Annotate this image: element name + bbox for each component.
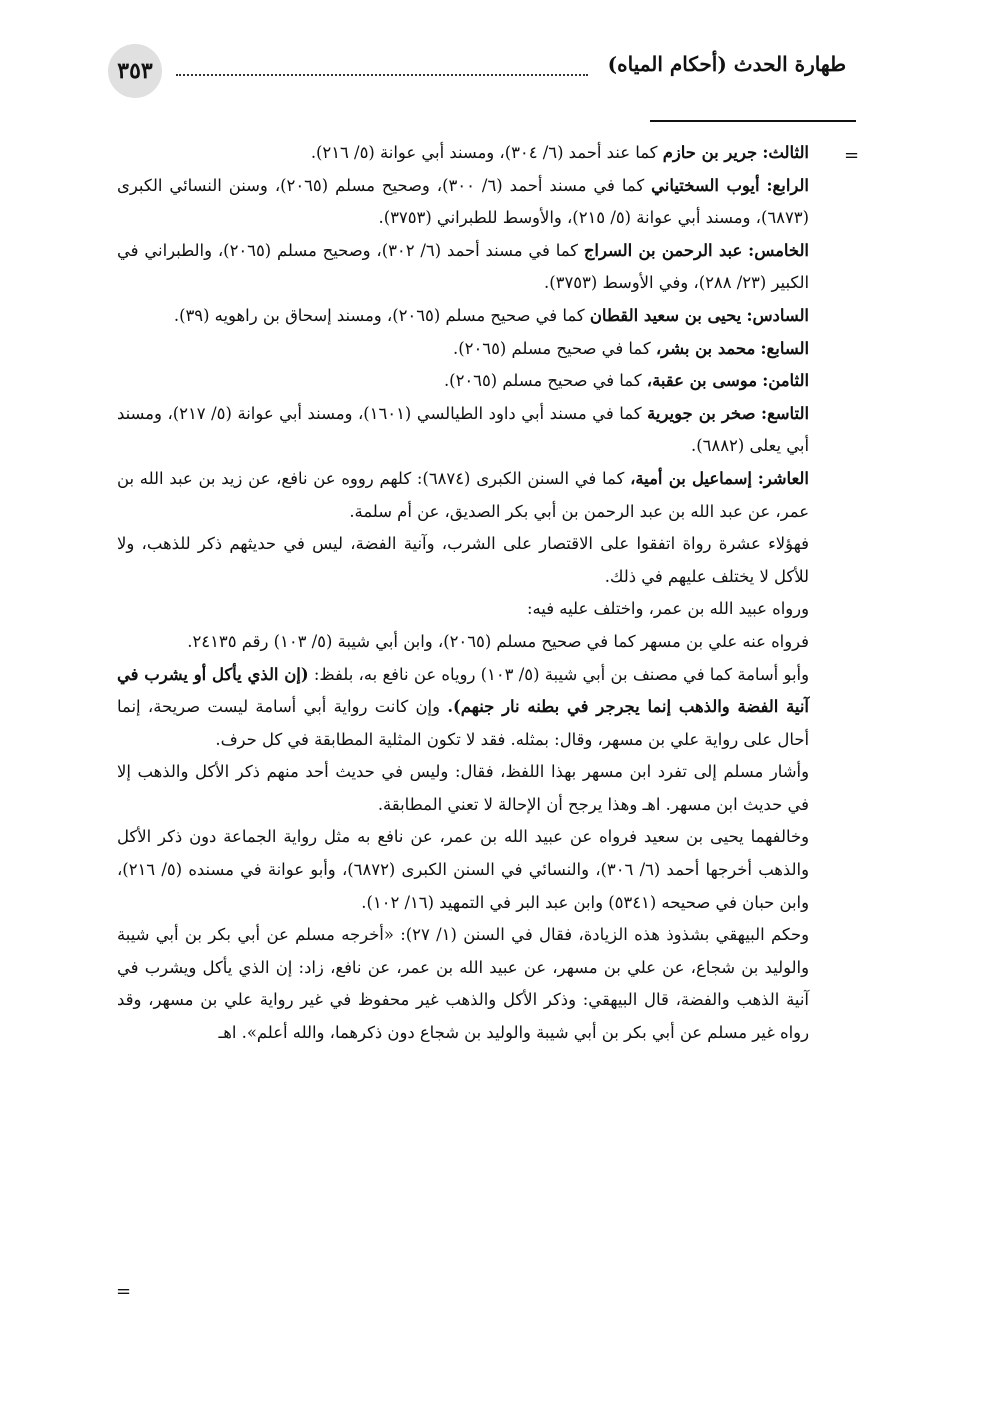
paragraph-text: كما في مسند أحمد (٦/ ٣٠٢)، وصحيح مسلم (٢٠٦٥)، والطبراني في الكبير (٢٣/ ٢٨٨)، وفي الأوسط (٣٧٥٣). [117,240,809,293]
label: الخامس: [748,240,809,260]
paragraph-text: وحكم البيهقي بشذوذ هذه الزيادة، فقال في السنن (١/ ٢٧): «أخرجه مسلم عن أبي بكر بن أبي شيبة والوليد بن شجاع، عن علي بن مسهر، عن عبيد الله بن عمر، عن نافع، زاد: إن الذي يأكل ويشرب في آنية الذهب والفضة، قال البيهقي: وذكر الأكل والذهب غير محفوظ في غير رواية علي بن مسهر، وقد رواه غير مسلم عن أبي بكر بن أبي شيبة والوليد بن شجاع دون ذكرهما، والله أعلم». اهـ [117,925,809,1043]
footnote-paragraph [117,659,809,757]
paragraph-text: وخالفهما يحيى بن سعيد فرواه عن عبيد الله بن عمر، عن نافع به مثل رواية الجماعة دون ذكر الأكل والذهب أخرجها أحمد (٦/ ٣٠٦)، والنسائي في السنن الكبرى (٦٨٧٢)، وأبو عوانة في مسنده (٥/ ٢١٦)، وابن حبان في صحيحه (٥٣٤١) وابن عبد البر في التمهيد (١٦/ ١٠٢). [117,827,809,912]
label: الثامن: [762,371,809,391]
narrator-name: محمد بن بشر، [655,338,756,358]
paragraph-text: كما في مسند أحمد (٦/ ٣٠٠)، وصحيح مسلم (٢٠٦٥)، وسنن النسائي الكبرى (٦٨٧٣)، ومسند أبي عوانة (٥/ ٢١٥)، والأوسط للطبراني (٣٧٥٣). [117,175,809,228]
footnote-paragraph [117,365,809,398]
narrator-name: أيوب السختياني [651,175,760,195]
paragraph-text: كما عند أحمد (٦/ ٣٠٤)، ومسند أبي عوانة (٥/ ٢١٦). [310,143,658,162]
footnote-paragraph [117,463,809,528]
label: الثالث: [762,143,809,162]
paragraph-text: وأبو أسامة كما في مصنف بن أبي شيبة (٥/ ١٠٣) روياه عن نافع به، بلفظ: [313,664,809,684]
footnote-paragraph [117,300,809,333]
footnote-paragraph [117,333,809,366]
footnote-body [117,137,809,1050]
label: الرابع: [766,175,809,195]
narrator-name: جرير بن حازم [662,143,758,162]
label: التاسع: [761,403,810,423]
narrator-name: إسماعيل بن أمية، [630,468,752,488]
footnote-paragraph [117,235,809,300]
running-title: طهارة الحدث (أحكام المياه) [607,52,846,76]
label: السابع: [760,338,809,358]
paragraph-text: كما في السنن الكبرى (٦٨٧٤): كلهم رووه عن نافع، عن زيد بن عبد الله بن عمر، عن عبد الله بن عبد الرحمن بن أبي بكر الصديق، عن أم سلمة. [117,468,809,521]
footnote-paragraph [117,626,809,659]
dotted-leader [176,74,588,76]
label: العاشر: [757,468,809,488]
footnote-paragraph [117,919,809,1049]
paragraph-text: كما في مسند أبي داود الطيالسي (١٦٠١)، ومسند أبي عوانة (٥/ ٢١٧)، ومسند أبي يعلى (٦٨٨٢). [117,403,809,456]
paragraph-text: فهؤلاء عشرة رواة اتفقوا على الاقتصار على الشرب، وآنية الفضة، ليس في حديثهم ذكر للذهب، ولا للأكل لا يختلف عليهم في ذلك. [117,534,809,586]
page-header [108,44,846,100]
hadith-quote: (إن الذي يأكل أو يشرب في آنية الفضة والذهب إنما يجرجر في بطنه نار جنهم). [117,664,809,717]
narrator-name: صخر بن جويرية [647,403,756,423]
paragraph-text: ورواه عبيد الله بن عمر، واختلف عليه فيه: [527,599,809,619]
footnote-paragraph [117,170,809,235]
footnote-paragraph [117,821,809,919]
paragraph-text: فرواه عنه علي بن مسهر كما في صحيح مسلم (٢٠٦٥)، وابن أبي شيبة (٥/ ١٠٣) رقم ٢٤١٣٥. [187,631,809,651]
footnote-paragraph [117,137,809,170]
footnote-paragraph [117,756,809,821]
page-number-badge [108,44,162,98]
footnote-paragraph [117,593,809,626]
footnote-paragraph [117,528,809,593]
narrator-name: موسى بن عقبة، [646,371,757,391]
page-number: ٣٥٣ [117,58,153,84]
narrator-name: عبد الرحمن بن السراج [583,240,743,260]
narrator-name: يحيى بن سعيد القطان [589,305,742,325]
paragraph-text: وإن كانت رواية أبي أسامة ليست صريحة، إنما أحال على رواية علي بن مسهر، وقال: بمثله. فقد لا تكون المثلية المطابقة في كل حرف. [117,697,809,749]
continuation-mark-top: = [844,145,860,166]
paragraph-text: وأشار مسلم إلى تفرد ابن مسهر بهذا اللفظ، فقال: وليس في حديث أحد منهم ذكر الأكل والذهب إلا في حديث ابن مسهر. اهـ وهذا يرجح أن الإحالة لا تعني المطابقة. [117,762,809,814]
footnote-paragraph [117,398,809,463]
footnote-separator [650,120,856,122]
label: السادس: [746,305,809,325]
paragraph-text: كما في صحيح مسلم (٢٠٦٥). [443,371,642,391]
paragraph-text: كما في صحيح مسلم (٢٠٦٥)، ومسند إسحاق بن راهويه (٣٩). [173,305,585,325]
paragraph-text: كما في صحيح مسلم (٢٠٦٥). [453,338,651,358]
continuation-mark-bottom: = [116,1281,132,1302]
